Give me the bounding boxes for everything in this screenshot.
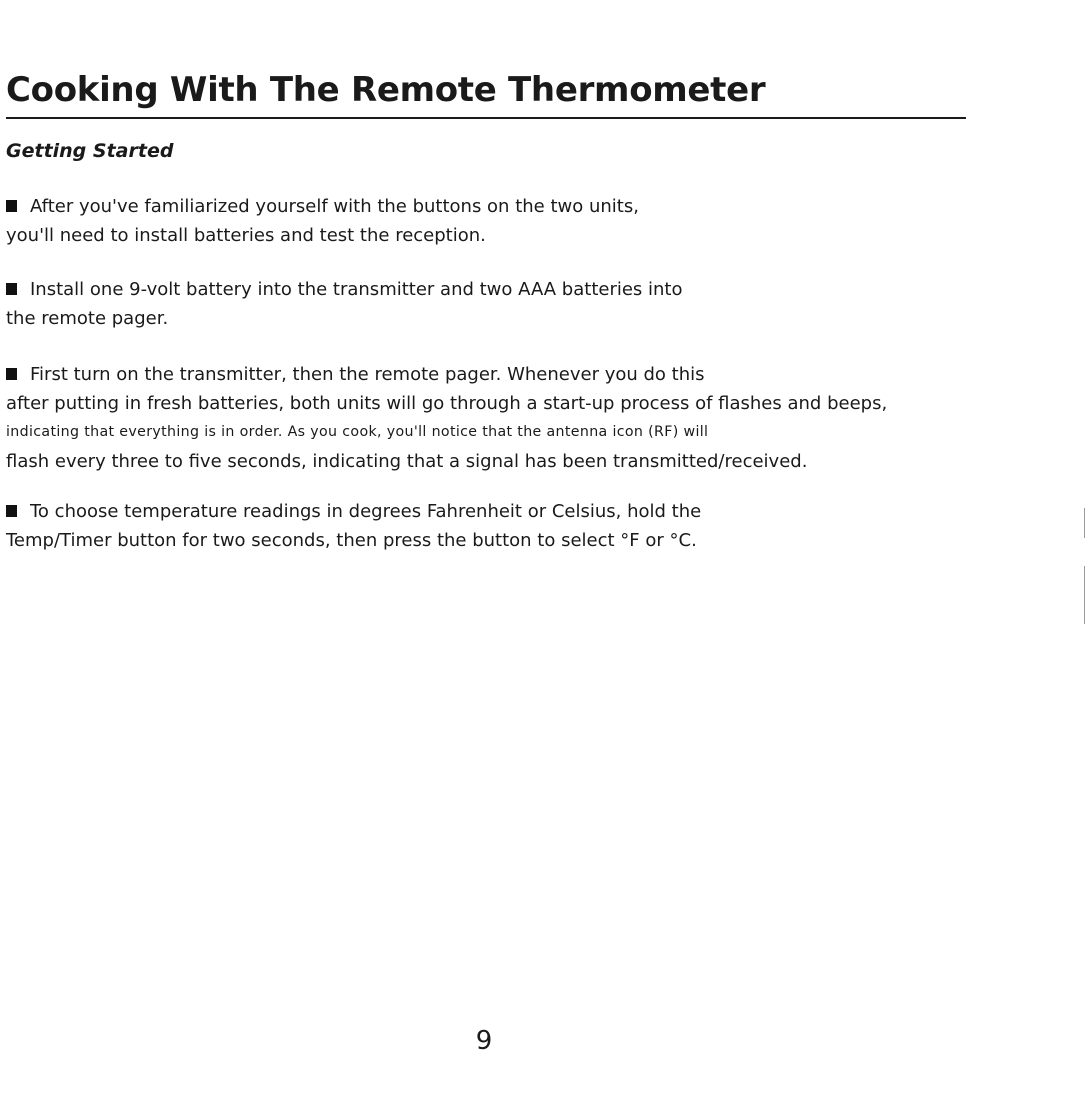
page-number: 9	[475, 1026, 493, 1056]
bullet-paragraph-install-batteries	[6, 275, 683, 333]
square-bullet-icon	[6, 368, 17, 380]
paragraph-line: indicating that everything is in order. As you cook, you'll notice that the antenna icon (RF) will	[6, 424, 709, 440]
paragraph-line: First turn on the transmitter, then the remote pager. Whenever you do this	[30, 364, 705, 385]
scan-edge-mark	[1084, 566, 1085, 624]
page-title: Cooking With The Remote Thermometer	[6, 70, 766, 110]
paragraph-line: Temp/Timer button for two seconds, then press the button to select °F or °C.	[6, 530, 697, 551]
square-bullet-icon	[6, 283, 17, 295]
square-bullet-icon	[6, 505, 17, 517]
paragraph-line: After you've familiarized yourself with the buttons on the two units,	[30, 196, 639, 217]
paragraph-line: To choose temperature readings in degrees Fahrenheit or Celsius, hold the	[30, 501, 702, 522]
bullet-paragraph-temperature-units	[6, 497, 701, 555]
paragraph-line: after putting in fresh batteries, both units will go through a start-up process of flashes and beeps,	[6, 393, 888, 414]
paragraph-line: Install one 9-volt battery into the transmitter and two AAA batteries into	[30, 279, 683, 300]
scan-edge-mark	[1084, 508, 1085, 538]
paragraph-line: you'll need to install batteries and test the reception.	[6, 225, 486, 246]
section-heading: Getting Started	[6, 140, 174, 162]
paragraph-line: flash every three to five seconds, indicating that a signal has been transmitted/received.	[6, 451, 808, 472]
paragraph-line: the remote pager.	[6, 308, 169, 329]
bullet-paragraph-batteries-intro	[6, 192, 639, 250]
square-bullet-icon	[6, 200, 17, 212]
bullet-paragraph-turn-on-units	[6, 360, 887, 476]
title-underline-rule	[6, 117, 966, 119]
